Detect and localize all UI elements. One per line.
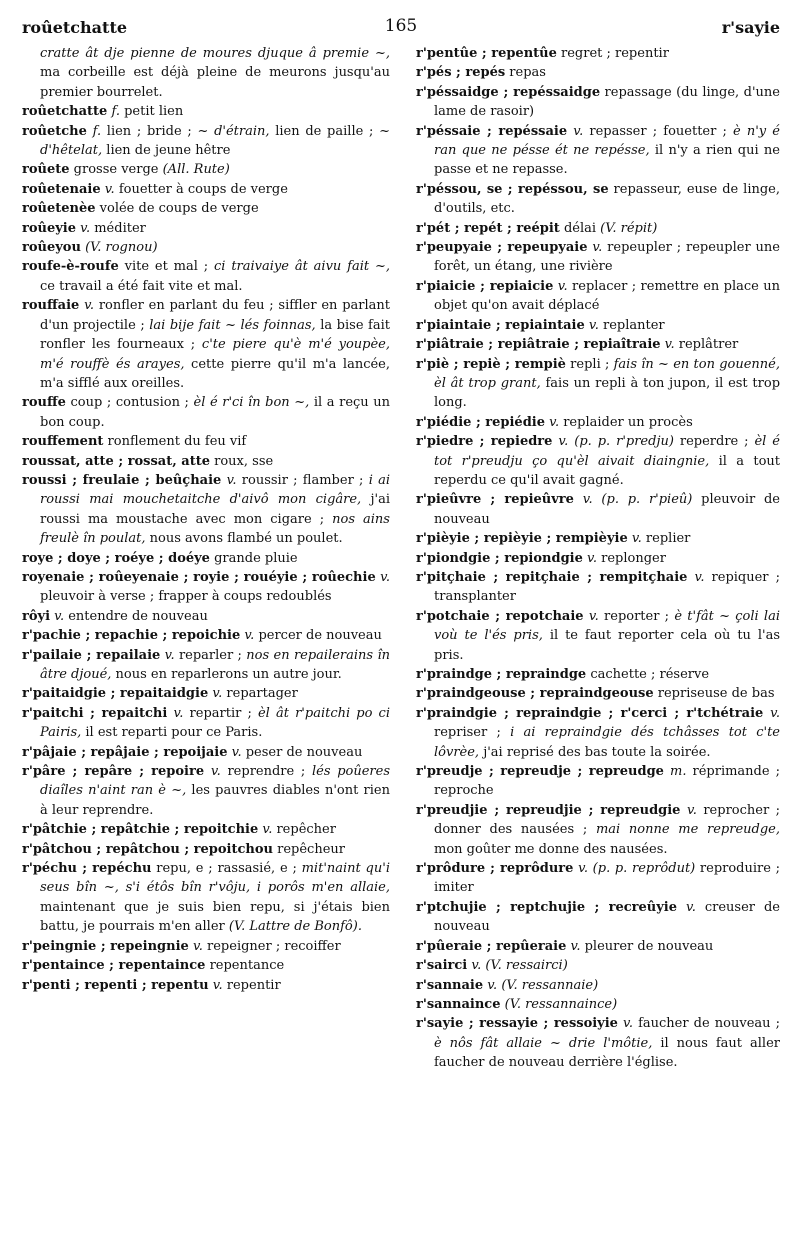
- dictionary-entry: rouffe coup ; contusion ; èl é r'ci în bon ~, il a reçu un bon coup.: [22, 395, 391, 430]
- dictionary-entry: rôyi v. entendre de nouveau: [22, 608, 208, 624]
- dictionary-entry: r'praindge ; repraindge cachette ; réserve: [416, 667, 710, 682]
- dictionary-entry: roûetenèe volée de coups de verge: [22, 201, 259, 217]
- dictionary-entry: rouffaie v. ronfler en parlant du feu ; siffler en parlant d'un projectile ; lai bije fait ~ lés foinnas, la bise fait ronfler les fourneaux ; c'te piere qu'è m'é youpèe, m'é rouffè és arayes, cette pierre qu'il m'a lancée, m'a sifflé aux oreilles.: [22, 298, 391, 391]
- dictionary-entry: roussat, atte ; rossat, atte roux, sse: [22, 453, 274, 469]
- dictionary-entry: r'pâtchie ; repâtchie ; repoitchie v. repêcher: [22, 822, 336, 838]
- dictionary-entry: roûeyou (V. rognou): [22, 240, 158, 256]
- dictionary-entry: r'prôdure ; reprôdure v. (p. p. reprôdut) reproduire ; imiter: [416, 861, 780, 896]
- dictionary-entry: roufe-è-roufe vite et mal ; ci traivaiye ât aivu fait ~, ce travail a été fait vite et mal.: [22, 259, 390, 294]
- dictionary-entry: r'piondgie ; repiondgie v. replonger: [416, 550, 666, 566]
- columns: [22, 44, 780, 1073]
- dictionary-entry: r'pâtchou ; repâtchou ; repoitchou repêcheur: [22, 841, 345, 857]
- dictionary-entry: roussi ; freulaie ; beûçhaie v. roussir ; flamber ; i ai roussi mai mouchetaitche d'aivô mon cigâre, j'ai roussi ma moustache avec mon cigare ; nos ains freulè în poulat, nous avons flambé un poulet.: [22, 472, 391, 547]
- dictionary-entry: r'péssaidge ; repéssaidge repassage (du linge, d'une lame de rasoir): [416, 84, 780, 120]
- dictionary-entry: r'sayie ; ressayie ; ressoiyie v. faucher de nouveau ; è nôs fât allaie ~ drie l'môtie, il nous faut aller faucher de nouveau derrière l'église.: [416, 1016, 780, 1071]
- dictionary-entry: r'pieûvre ; repieûvre v. (p. p. r'pieû) pleuvoir de nouveau: [416, 492, 781, 527]
- right-column: [416, 44, 780, 1073]
- dictionary-entry: roûetche f. lien ; bride ; ~ d'étrain, lien de paille ; ~ d'hêtelat, lien de jeune hêtre: [22, 123, 390, 159]
- dictionary-entry: r'paitchi ; repaitchi v. repartir ; èl ât r'paitchi po ci Pairis, il est reparti pour ce Paris.: [22, 705, 390, 741]
- dictionary-entry: r'preudje ; repreudje ; repreudge m. réprimande ; reproche: [416, 764, 780, 799]
- dictionary-entry: r'pûeraie ; repûeraie v. pleurer de nouveau: [416, 938, 714, 954]
- dictionary-entry: r'pitçhaie ; repitçhaie ; rempitçhaie v. repiquer ; transplanter: [416, 569, 780, 605]
- dictionary-entry: r'péssou, se ; repéssou, se repasseur, euse de linge, d'outils, etc.: [416, 181, 781, 217]
- dictionary-entry: r'preudjie ; repreudjie ; repreudgie v. reprocher ; donner des nausées ; mai nonne me repreudge, mon goûter me donne des nausées.: [416, 802, 781, 857]
- dictionary-entry: r'potchaie ; repotchaie v. reporter ; è t'fât ~ çoli lai voù te l'és pris, il te faut reporter cela où tu l'as pris.: [416, 608, 781, 663]
- dictionary-entry: roûetenaie v. fouetter à coups de verge: [22, 181, 288, 197]
- dictionary-entry: r'pét ; repét ; reépit délai (V. répit): [416, 220, 658, 236]
- dictionary-entry: roûeyie v. méditer: [22, 220, 146, 236]
- page-header: [22, 14, 780, 44]
- dictionary-entry: r'pailaie ; repailaie v. reparler ; nos en repailerains în âtre djoué, nous en reparlerons un autre jour.: [22, 647, 390, 682]
- dictionary-entry: r'piédie ; repiédie v. replaider un procès: [416, 414, 693, 430]
- header-last-word: r'sayie: [721, 18, 780, 37]
- dictionary-entry: r'piaintaie ; repiaintaie v. replanter: [416, 317, 665, 333]
- dictionary-entry: r'péchu ; repéchu repu, e ; rassasié, e ; mit'naint qu'i seus bîn ~, s'i étôs bîn r'vôju, i porôs m'en allaie, maintenant que je suis bien repu, si j'étais bien battu, je pourrais m'en aller (V. Lattre de Bonfô).: [22, 861, 390, 935]
- dictionary-entry: r'praindgie ; repraindgie ; r'cerci ; r'tchétraie v. repriser ; i ai repraindgie dés tchâsses tot c'te lôvrèe, j'ai reprisé des bas toute la soirée.: [416, 705, 781, 760]
- dictionary-entry: r'pâre ; repâre ; repoire v. reprendre ; lés poûeres diaîles n'aint ran è ~, les pauvres diables n'ont rien à leur reprendre.: [22, 764, 390, 818]
- dictionary-entry: r'piâtraie ; repiâtraie ; repiaîtraie v. replâtrer: [416, 337, 739, 353]
- page-number: 165: [384, 16, 418, 36]
- dictionary-entry: r'pachie ; repachie ; repoichie v. percer de nouveau: [22, 628, 382, 644]
- left-column: [22, 44, 390, 1073]
- dictionary-entry: r'piedre ; repiedre v. (p. p. r'predju) reperdre ; èl é tot r'preudju ço qu'èl aivait diaingnie, il a tout reperdu ce qu'il avait gagné.: [416, 434, 780, 488]
- dictionary-entry: r'sannaie v. (V. ressannaie): [416, 977, 599, 993]
- dictionary-entry: rouffement ronflement du feu vif: [22, 434, 247, 450]
- dictionary-entry: r'péssaie ; repéssaie v. repasser ; fouetter ; è n'y é ran que ne pésse ét ne repésse, il n'y a rien qui ne passe et ne repasse.: [416, 123, 780, 178]
- dictionary-entry: r'piè ; repiè ; rempiè repli ; fais în ~ en ton gouenné, èl ât trop grant, fais un repli à ton jupon, il est trop long.: [416, 356, 781, 411]
- dictionary-entry: roûetchatte f. petit lien: [22, 104, 184, 120]
- dictionary-entry: r'ptchujie ; reptchujie ; recreûyie v. creuser de nouveau: [416, 899, 780, 935]
- dictionary-entry: r'pés ; repés repas: [416, 65, 546, 81]
- dictionary-entry: r'piaicie ; repiaicie v. replacer ; remettre en place un objet qu'on avait déplacé: [416, 278, 780, 314]
- dictionary-entry: r'praindgeouse ; repraindgeouse repriseuse de bas: [416, 686, 775, 702]
- dictionary-entry: cratte ât dje pienne de moures djuque â premie ~, ma corbeille est déjà pleine de meurons jusqu'au premier bourrelet.: [40, 46, 390, 100]
- dictionary-entry: r'pentaince ; repentaince repentance: [22, 958, 285, 974]
- dictionary-entry: r'peupyaie ; repeupyaie v. repeupler ; repeupler une forêt, un étang, une rivière: [416, 240, 780, 275]
- dictionary-entry: r'pièyie ; repièyie ; rempièyie v. replier: [416, 531, 691, 547]
- dictionary-entry: roye ; doye ; roéye ; doéye grande pluie: [22, 550, 298, 566]
- header-first-word: roûetchatte: [22, 18, 128, 37]
- dictionary-entry: r'pâjaie ; repâjaie ; repoijaie v. peser de nouveau: [22, 744, 363, 760]
- dictionary-entry: roûete grosse verge (All. Rute): [22, 162, 230, 178]
- dictionary-entry: r'penti ; repenti ; repentu v. repentir: [22, 977, 281, 993]
- dictionary-entry: r'peingnie ; repeingnie v. repeigner ; recoiffer: [22, 938, 341, 954]
- dictionary-entry: r'sannaince (V. ressannaince): [416, 996, 618, 1012]
- dictionary-entry: royenaie ; roûeyenaie ; royie ; rouéyie ; roûechie v. pleuvoir à verse ; frapper à coups redoublés: [22, 569, 390, 605]
- dictionary-entry: r'paitaidgie ; repaitaidgie v. repartager: [22, 686, 298, 702]
- dictionary-entry: r'sairci v. (V. ressairci): [416, 958, 568, 974]
- dictionary-entry: r'pentûe ; repentûe regret ; repentir: [416, 46, 669, 61]
